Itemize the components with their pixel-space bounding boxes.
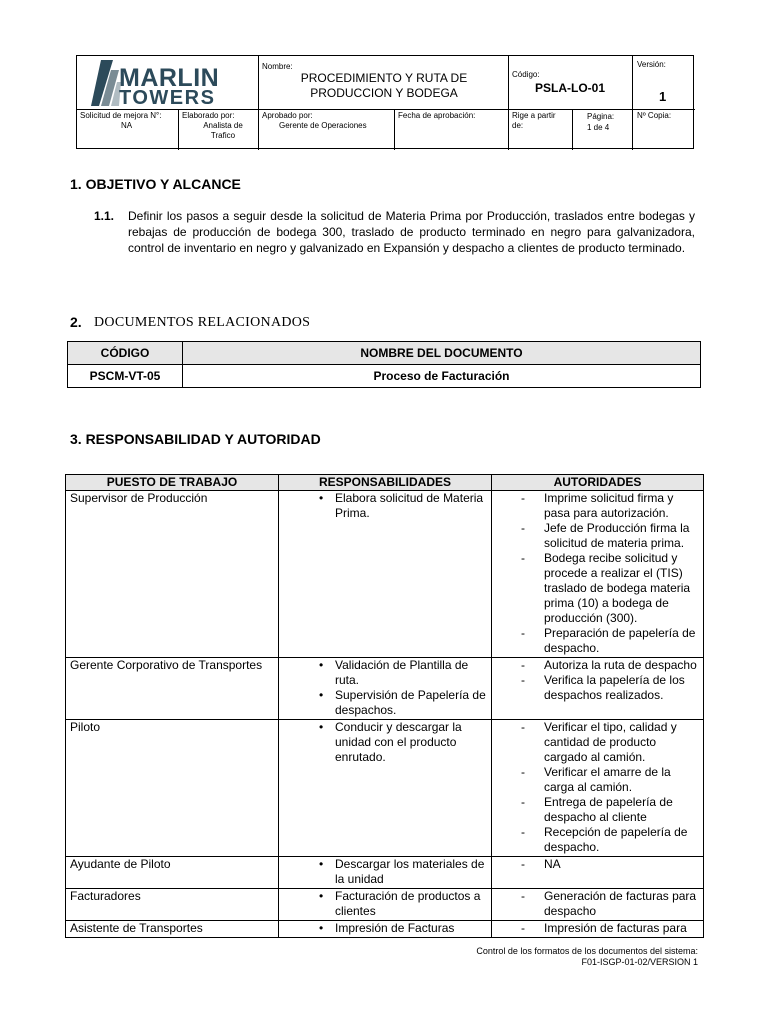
aprobado-cell — [259, 110, 395, 150]
list-item: - Autoriza la ruta de despacho — [496, 658, 699, 673]
table-header-row — [66, 475, 704, 491]
list-item: - Generación de facturas para despacho — [496, 889, 699, 919]
responsibilities-cell — [279, 720, 492, 857]
responsibilities-cell — [279, 889, 492, 921]
elaborado-label: Elaborado por: — [182, 111, 235, 120]
table-row — [66, 720, 704, 857]
section1-item-text: Definir los pasos a seguir desde la solicitud de Materia Prima por Producción, traslados entre bodegas y rebajas de producción de bodega 300, traslado de producto terminado en negro para galvanizadora, control de inventario en negro y galvanizado en Expansión y despacho a clientes de producto terminado. — [128, 209, 695, 255]
footer-line1: Control de los formatos de los documentos del sistema: — [476, 946, 698, 956]
list-item: • Validación de Plantilla de ruta. — [283, 658, 487, 688]
responsibility-table — [65, 474, 704, 938]
document-header — [76, 55, 694, 149]
table-row — [66, 921, 704, 938]
list-item: • Facturación de productos a clientes — [283, 889, 487, 919]
list-item: • Supervisión de Papelería de despachos. — [283, 688, 487, 718]
solicitud-label: Solicitud de mejora N°: — [80, 111, 162, 120]
puesto-cell: Ayudante de Piloto — [66, 857, 279, 889]
list-item: - Jefe de Producción firma la solicitud de materia prima. — [496, 521, 699, 551]
aprobado-label: Aprobado por: — [262, 111, 313, 120]
authorities-cell — [492, 491, 704, 658]
list-item: • Elabora solicitud de Materia Prima. — [283, 491, 487, 521]
responsibilities-cell — [279, 491, 492, 658]
puesto-cell: Gerente Corporativo de Transportes — [66, 658, 279, 720]
section2-number: 2. — [70, 314, 82, 330]
logo — [77, 56, 259, 110]
document-name: Proceso de Facturación — [183, 365, 701, 388]
list-item: • Conducir y descargar la unidad con el producto enrutado. — [283, 720, 487, 765]
puesto-cell: Asistente de Transportes — [66, 921, 279, 938]
list-item: - Entrega de papelería de despacho al cliente — [496, 795, 699, 825]
list-item: - Verificar el amarre de la carga al camión. — [496, 765, 699, 795]
puesto-cell: Piloto — [66, 720, 279, 857]
version-cell — [633, 56, 695, 110]
nombre-label: Nombre: — [262, 62, 293, 71]
section3-title: 3. RESPONSABILIDAD Y AUTORIDAD — [70, 431, 321, 447]
list-item: - Impresión de facturas para — [496, 921, 699, 936]
elaborado-value: Analista de Trafico — [203, 121, 243, 140]
table-row — [66, 491, 704, 658]
table-row — [66, 658, 704, 720]
logo-line1: MARLIN — [119, 64, 220, 92]
list-item: - Bodega recibe solicitud y procede a realizar el (TIS) traslado de bodega materia prima (10) a bodega de producción (300). — [496, 551, 699, 626]
codigo-label: Código: — [512, 70, 540, 79]
section2-title: DOCUMENTOS RELACIONADOS — [94, 315, 311, 330]
section1-title: 1. OBJETIVO Y ALCANCE — [70, 176, 241, 192]
list-item: • Descargar los materiales de la unidad — [283, 857, 487, 887]
pagina-cell — [573, 110, 633, 150]
puesto-cell: Supervisor de Producción — [66, 491, 279, 658]
elaborado-cell — [179, 110, 259, 150]
column-header-puesto: PUESTO DE TRABAJO — [66, 475, 279, 491]
footer-line2: F01-ISGP-01-02/VERSION 1 — [581, 957, 698, 967]
version-label: Versión: — [637, 60, 666, 69]
column-header-responsabilidades: RESPONSABILIDADES — [279, 475, 492, 491]
table-row — [66, 889, 704, 921]
list-item: - Verificar el tipo, calidad y cantidad de producto cargado al camión. — [496, 720, 699, 765]
list-item: • Impresión de Facturas — [283, 921, 487, 936]
table-row — [68, 365, 701, 388]
list-item: - Preparación de papelería de despacho. — [496, 626, 699, 656]
fecha-cell — [395, 110, 509, 150]
rige-label: Rige a partir de: — [512, 111, 556, 130]
responsibilities-cell — [279, 921, 492, 938]
column-header-nombre: NOMBRE DEL DOCUMENTO — [183, 342, 701, 365]
column-header-codigo: CÓDIGO — [68, 342, 183, 365]
authorities-cell — [492, 720, 704, 857]
marlin-logo-icon — [91, 60, 121, 106]
section1-item-number: 1.1. — [94, 209, 115, 223]
copia-label: Nº Copia: — [637, 111, 672, 120]
list-item: - Verifica la papelería de los despachos realizados. — [496, 673, 699, 703]
solicitud-cell — [77, 110, 179, 150]
authorities-cell — [492, 658, 704, 720]
column-header-autoridades: AUTORIDADES — [492, 475, 704, 491]
codigo-cell — [509, 56, 633, 110]
document-code: PSCM-VT-05 — [68, 365, 183, 388]
responsibilities-cell — [279, 857, 492, 889]
responsibilities-cell — [279, 658, 492, 720]
authorities-cell — [492, 857, 704, 889]
document-title: PROCEDIMIENTO Y RUTA DE PRODUCCION Y BODEGA — [300, 71, 468, 100]
puesto-cell: Facturadores — [66, 889, 279, 921]
authorities-cell — [492, 889, 704, 921]
version-value: 1 — [659, 89, 667, 104]
fecha-label: Fecha de aprobación: — [398, 111, 476, 120]
related-documents-table — [67, 341, 701, 388]
codigo-value: PSLA-LO-01 — [535, 81, 606, 95]
table-header-row — [68, 342, 701, 365]
solicitud-value: NA — [121, 121, 133, 130]
list-item: - NA — [496, 857, 699, 872]
authorities-cell — [492, 921, 704, 938]
rige-cell — [509, 110, 573, 150]
pagina-label: Página: — [587, 112, 615, 121]
table-row — [66, 857, 704, 889]
pagina-value: 1 de 4 — [587, 123, 610, 132]
copia-cell — [633, 110, 695, 150]
aprobado-value: Gerente de Operaciones — [279, 121, 367, 130]
page-footer — [476, 946, 698, 968]
list-item: - Recepción de papelería de despacho. — [496, 825, 699, 855]
nombre-cell — [259, 56, 509, 110]
logo-line2: TOWERS — [119, 87, 216, 109]
list-item: - Imprime solicitud firma y pasa para autorización. — [496, 491, 699, 521]
